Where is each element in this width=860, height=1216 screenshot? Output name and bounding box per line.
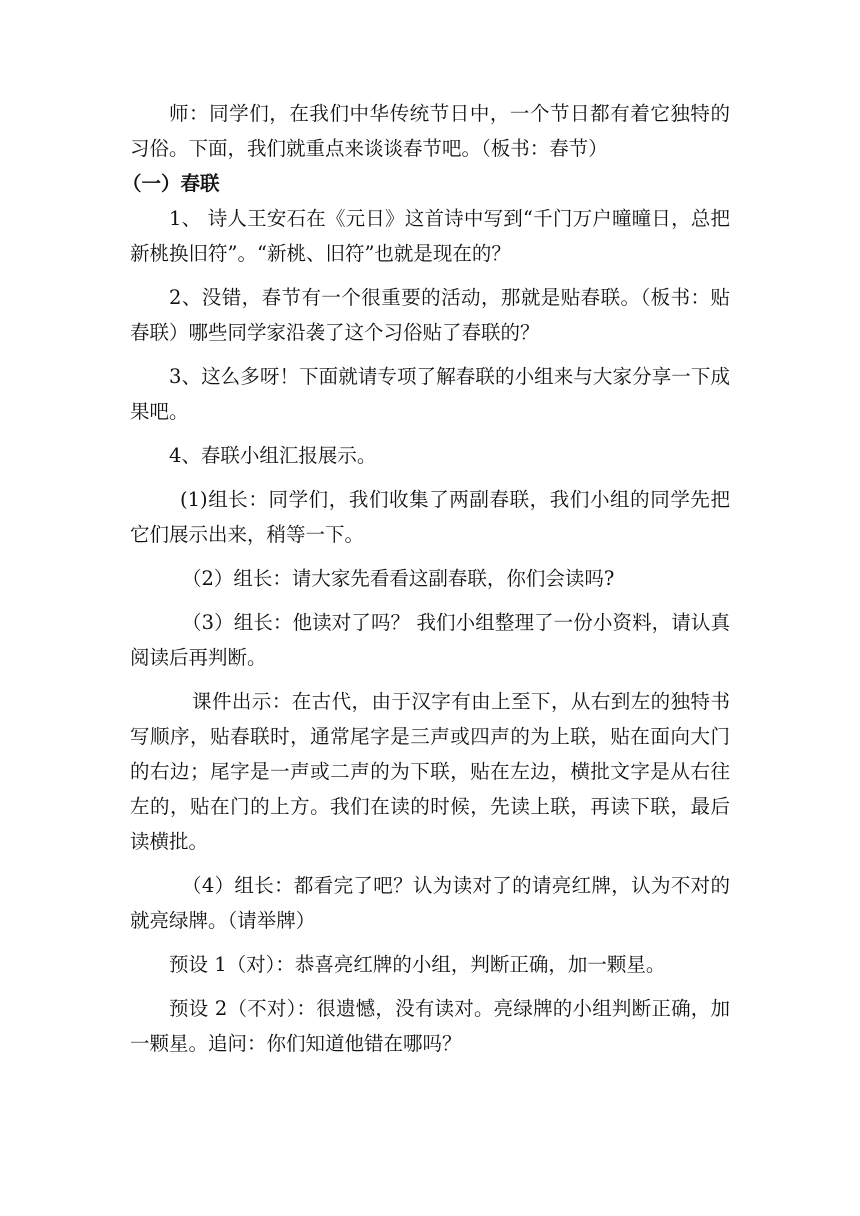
- document-page: [122, 96, 730, 1061]
- paragraph-item-2: 2、没错，春节有一个很重要的活动，那就是贴春联。（板书：贴春联）哪些同学家沿袭了这个习俗贴了春联的？: [130, 286, 730, 344]
- section-heading-spring-couplets: （一）春联: [122, 172, 220, 195]
- paragraph-preset-1: 预设 1（对）：恭喜亮红牌的小组，判断正确，加一颗星。: [169, 953, 666, 976]
- paragraph-item-1: 1、 诗人王安石在《元日》这首诗中写到“千门万户曈曈日，总把新桃换旧符”。“新桃、旧符”也就是现在的？: [130, 207, 730, 265]
- paragraph-preset-2: 预设 2（不对）：很遗憾，没有读对。亮绿牌的小组判断正确，加一颗星。追问：你们知道他错在哪吗？: [130, 997, 730, 1055]
- paragraph-leader-2: （2）组长：请大家先看看这副春联，你们会读吗?: [182, 567, 615, 590]
- paragraph-courseware: 课件出示：在古代，由于汉字有由上至下，从右到左的独特书写顺序，贴春联时，通常尾字是三声或四声的为上联，贴在面向大门的右边；尾字是一声或二声的为下联，贴在左边，横批文字是从右往左的，贴在门的上方。我们在读的时候，先读上联，再读下联，最后读横批。: [130, 690, 730, 853]
- paragraph-leader-3: （3）组长：他读对了吗？ 我们小组整理了一份小资料，请认真阅读后再判断。: [130, 611, 730, 669]
- paragraph-item-4: 4、春联小组汇报展示。: [169, 444, 377, 467]
- paragraph-leader-4: （4）组长：都看完了吧？认为读对了的请亮红牌，认为不对的就亮绿牌。（请举牌）: [130, 874, 730, 932]
- paragraph-teacher-intro: 师：同学们，在我们中华传统节日中，一个节日都有着它独特的习俗。下面，我们就重点来谈谈春节吧。（板书：春节）: [130, 102, 730, 160]
- paragraph-item-3: 3、这么多呀！下面就请专项了解春联的小组来与大家分享一下成果吧。: [130, 365, 730, 423]
- paragraph-leader-1: (1)组长：同学们，我们收集了两副春联，我们小组的同学先把它们展示出来，稍等一下。: [130, 488, 730, 546]
